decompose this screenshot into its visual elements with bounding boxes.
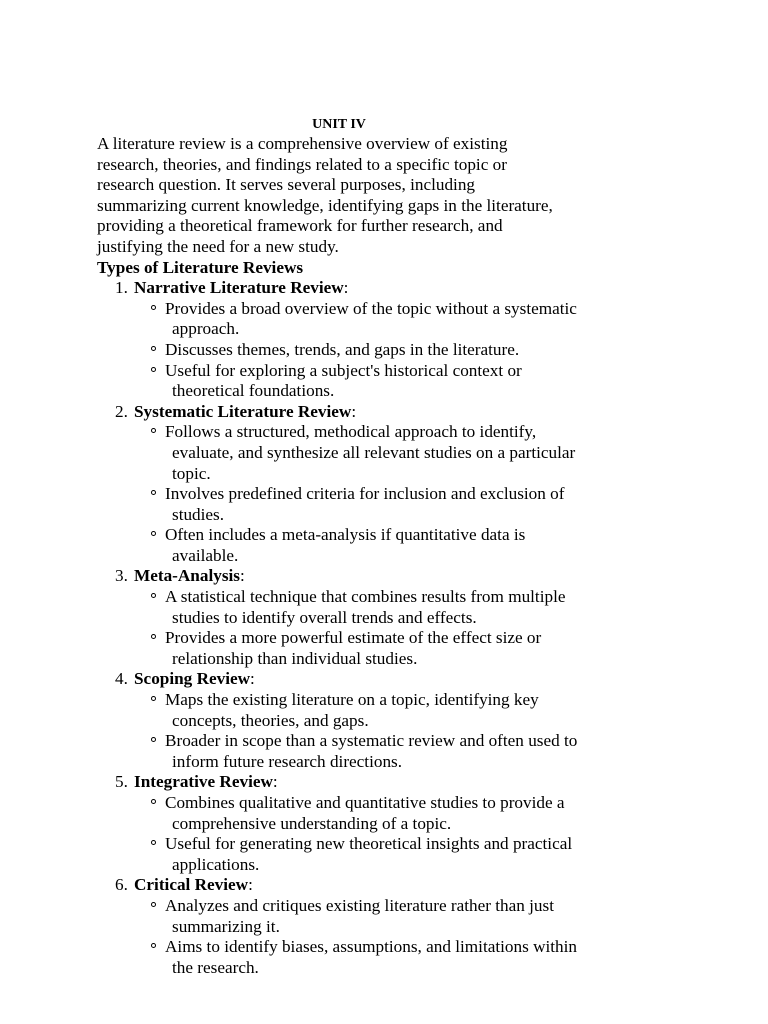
review-type-colon: :	[272, 772, 278, 792]
bullet-text: Involves predefined criteria for inclusion and exclusion of studies.	[165, 484, 565, 524]
review-type-name: Critical Review	[134, 875, 249, 895]
review-type-name: Narrative Literature Review	[134, 278, 344, 298]
review-type-name: Integrative Review	[134, 772, 273, 792]
review-type-name: Meta-Analysis	[134, 566, 240, 586]
bullet-list	[97, 587, 697, 669]
unit-title: UNIT IV	[312, 117, 366, 132]
bullet-text: Useful for exploring a subject's historical context or theoretical foundations.	[165, 360, 522, 401]
review-type-colon: :	[239, 566, 245, 586]
hollow-circle-icon	[151, 799, 156, 804]
bullet-item	[165, 690, 592, 731]
hollow-circle-icon	[151, 634, 156, 639]
bullet-item	[165, 834, 592, 875]
bullet-item	[165, 896, 592, 937]
review-type-item	[97, 772, 697, 875]
bullet-text: Analyzes and critiques existing literature rather than just summarizing it.	[165, 895, 554, 936]
review-type-item	[97, 669, 697, 772]
bullet-text: Broader in scope than a systematic review and often used to inform future research directions.	[165, 731, 578, 771]
bullet-text: Maps the existing literature on a topic, identifying key concepts, theories, and gaps.	[165, 690, 539, 730]
bullet-item	[165, 628, 592, 669]
bullet-text: Discusses themes, trends, and gaps in the literature.	[165, 339, 520, 359]
review-types-list	[97, 278, 697, 978]
review-type-heading	[97, 402, 697, 423]
review-type-number: 3.	[115, 566, 128, 586]
bullet-text: Provides a broad overview of the topic without a systematic approach.	[165, 298, 577, 339]
document-body	[97, 134, 697, 978]
hollow-circle-icon	[151, 696, 156, 701]
review-type-item	[97, 566, 697, 669]
hollow-circle-icon	[151, 531, 156, 536]
bullet-item	[165, 484, 592, 525]
bullet-text: Follows a structured, methodical approach to identify, evaluate, and synthesize all relevant studies on a particular topic.	[165, 422, 576, 483]
review-type-heading	[97, 772, 697, 793]
bullet-item	[165, 731, 592, 772]
review-type-heading	[97, 278, 697, 299]
bullet-list	[97, 690, 697, 772]
bullet-list	[97, 896, 697, 978]
hollow-circle-icon	[151, 428, 156, 433]
hollow-circle-icon	[151, 593, 156, 598]
review-type-colon: :	[250, 669, 255, 689]
hollow-circle-icon	[151, 902, 156, 907]
bullet-text: Often includes a meta-analysis if quantitative data is available.	[165, 525, 526, 565]
hollow-circle-icon	[151, 737, 156, 742]
review-type-heading	[97, 566, 697, 587]
bullet-item	[165, 299, 592, 340]
review-type-heading	[97, 669, 697, 690]
review-type-name: Scoping Review	[134, 669, 251, 689]
review-type-item	[97, 875, 697, 978]
review-type-item	[97, 278, 697, 402]
bullet-item	[165, 340, 592, 361]
bullet-text: Useful for generating new theoretical insights and practical applications.	[165, 834, 573, 874]
bullet-item	[165, 793, 592, 834]
review-type-number: 6.	[115, 875, 128, 895]
hollow-circle-icon	[151, 305, 156, 310]
hollow-circle-icon	[151, 367, 156, 372]
bullet-text: Aims to identify biases, assumptions, and limitations within the research.	[165, 937, 578, 977]
review-type-colon: :	[343, 278, 349, 298]
hollow-circle-icon	[151, 346, 156, 351]
review-type-colon: :	[351, 401, 357, 421]
review-type-name: Systematic Literature Review	[134, 401, 352, 421]
hollow-circle-icon	[151, 840, 156, 845]
bullet-text: Provides a more powerful estimate of the effect size or relationship than individual studies.	[165, 628, 542, 668]
review-type-heading	[97, 875, 697, 896]
bullet-item	[165, 587, 592, 628]
bullet-item	[165, 525, 592, 566]
bullet-text: Combines qualitative and quantitative studies to provide a comprehensive understanding of a topic.	[165, 793, 565, 833]
review-type-number: 4.	[115, 669, 128, 689]
review-type-number: 2.	[115, 401, 128, 421]
bullet-text: A statistical technique that combines results from multiple studies to identify overall trends and effects.	[165, 587, 566, 627]
review-type-number: 5.	[115, 772, 128, 792]
hollow-circle-icon	[151, 490, 156, 495]
bullet-list	[97, 299, 697, 402]
bullet-item	[165, 422, 592, 484]
review-type-colon: :	[248, 875, 253, 895]
hollow-circle-icon	[151, 943, 156, 948]
bullet-list	[97, 422, 697, 566]
review-type-number: 1.	[115, 278, 128, 298]
section-heading: Types of Literature Reviews	[97, 257, 304, 277]
bullet-item	[165, 361, 592, 402]
bullet-item	[165, 937, 592, 978]
bullet-list	[97, 793, 697, 875]
intro-paragraph: A literature review is a comprehensive overview of existing research, theories, and findings related to a specific topic or research question. It serves several purposes, including summarizing current knowledge, identifying gaps in the literature, providing a theoretical framework for further research, and justifying the need for a new study.	[97, 134, 553, 256]
review-type-item	[97, 402, 697, 567]
